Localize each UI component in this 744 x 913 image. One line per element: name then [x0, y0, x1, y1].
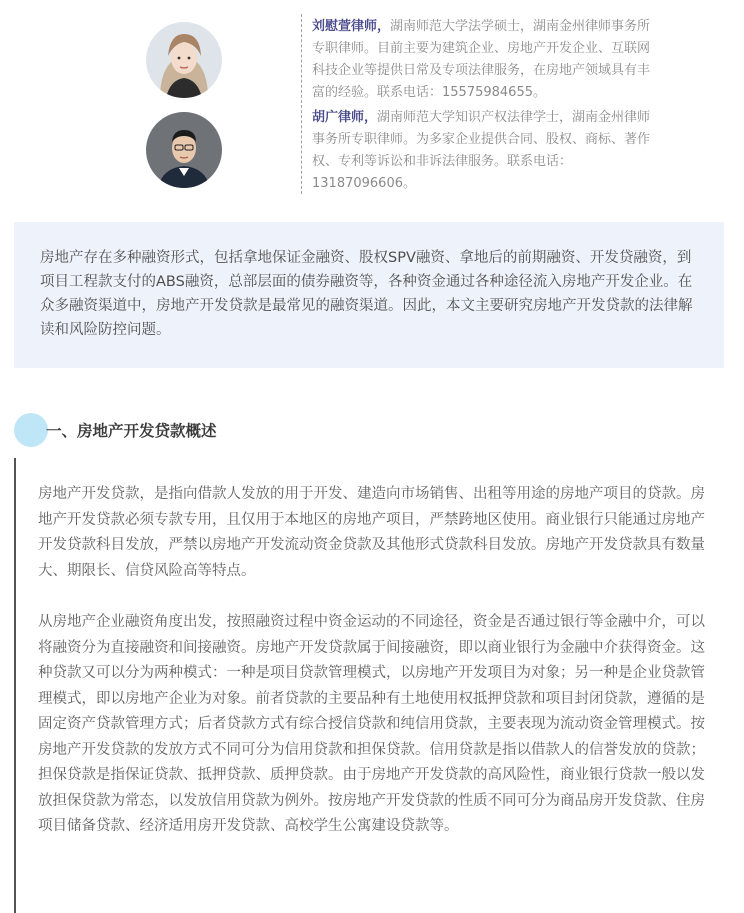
- author-name-2: 胡广律师，: [312, 110, 378, 125]
- author-photo-female: [146, 22, 222, 98]
- author-bio-2: [312, 107, 662, 195]
- body-paragraph-1: 房地产开发贷款，是指向借款人发放的用于开发、建造向市场销售、出租等用途的房地产项目的贷款。房地产开发贷款必须专款专用，且仅用于本地区的房地产项目，严禁跨地区使用。商业银行只能通过房地产开发贷款科目发放，严禁以房地产开发流动资金贷款及其他形式贷款科目发放。房地产开发贷款具有数量大、期限长、信贷风险高等特点。: [38, 486, 705, 579]
- intro-box: [14, 222, 724, 368]
- author-bio-1: [312, 16, 662, 104]
- author-photo-male: [146, 112, 222, 188]
- author-bio-text-1: 湖南师范大学法学硕士，湖南金州律师事务所专职律师。目前主要为建筑企业、房地产开发企业、互联网科技企业等提供日常及专项法律服务，在房地产领域具有丰富的经验。联系电话：15575984655。: [312, 19, 651, 100]
- section-left-rule: [14, 458, 16, 913]
- intro-text: 房地产存在多种融资形式，包括拿地保证金融资、股权SPV融资、拿地后的前期融资、开发贷融资，到项目工程款支付的ABS融资，总部层面的债券融资等，各种资金通过各种途径流入房地产开发企业。在众多融资渠道中，房地产开发贷款是最常见的融资渠道。因此，本文主要研究房地产开发贷款的法律解读和风险防控问题。: [40, 250, 693, 338]
- section-heading-dot: [14, 413, 48, 447]
- author-divider: [301, 14, 302, 194]
- author-name-1: 刘慰萱律师，: [312, 19, 391, 34]
- section-title: 一、房地产开发贷款概述: [46, 422, 217, 440]
- body-paragraph-2: 从房地产企业融资角度出发，按照融资过程中资金运动的不同途径，资金是否通过银行等金融中介，可以将融资分为直接融资和间接融资。房地产开发贷款属于间接融资，即以商业银行为金融中介获得资金。这种贷款又可以分为两种模式：一种是项目贷款管理模式，以房地产开发项目为对象；另一种是企业贷款管理模式，即以房地产企业为对象。前者贷款的主要品种有土地使用权抵押贷款和项目封闭贷款，遵循的是固定资产贷款管理方式；后者贷款方式有综合授信贷款和纯信用贷款，主要表现为流动资金管理模式。按房地产开发贷款的发放方式不同可分为信用贷款和担保贷款。信用贷款是指以借款人的信誉发放的贷款；担保贷款是指保证贷款、抵押贷款、质押贷款。由于房地产开发贷款的高风险性，商业银行贷款一般以发放担保贷款为常态，以发放信用贷款为例外。按房地产开发贷款的性质不同可分为商品房开发贷款、住房项目储备贷款、经济适用房开发贷款、高校学生公寓建设贷款等。: [38, 614, 705, 834]
- author-bio-text-2: 湖南师范大学知识产权法律学士，湖南金州律师事务所专职律师。为多家企业提供合同、股权、商标、著作权、专利等诉讼和非诉法律服务。联系电话：13187096606。: [312, 110, 651, 191]
- author-section: [0, 0, 744, 200]
